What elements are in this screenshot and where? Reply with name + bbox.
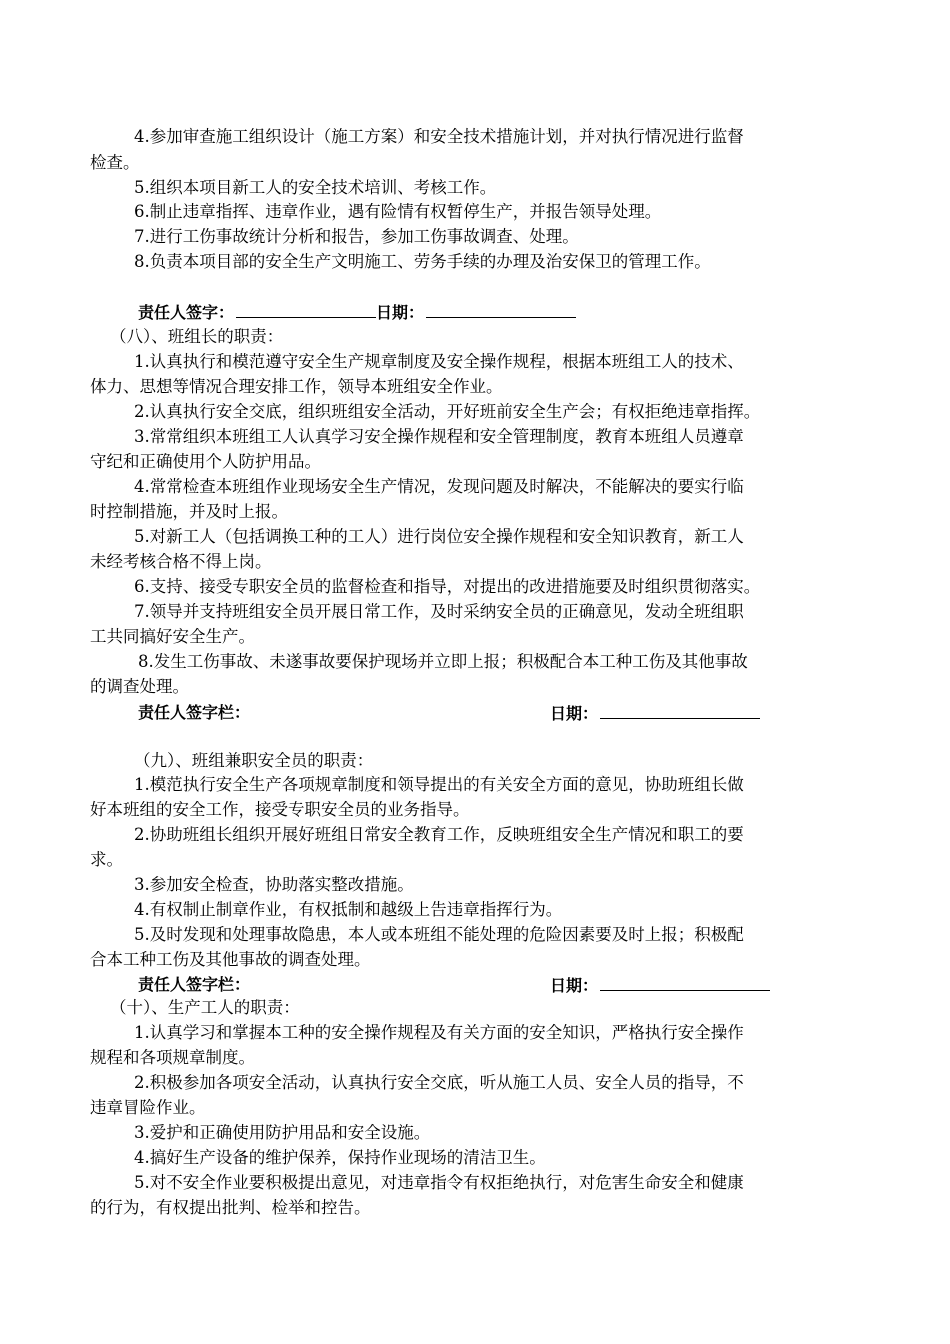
signature-row (138, 299, 576, 326)
paragraph-line: 3.常常组织本班组工人认真学习安全操作规程和安全管理制度，教育本班组人员遵章 (134, 427, 744, 446)
date-blank[interactable] (426, 299, 576, 318)
paragraph-line: 4.常常检查本班组作业现场安全生产情况，发现问题及时解决，不能解决的要实行临 (134, 477, 744, 496)
section-heading: （八）、班组长的职责： (110, 327, 284, 346)
paragraph-line: 1.模范执行安全生产各项规章制度和领导提出的有关安全方面的意见，协助班组长做 (134, 775, 744, 794)
date-blank[interactable] (600, 972, 770, 991)
date-blank[interactable] (600, 700, 760, 719)
paragraph-line: 体力、思想等情况合理安排工作，领导本班组安全作业。 (90, 377, 503, 396)
paragraph-line: 8.负责本项目部的安全生产文明施工、劳务手续的办理及治安保卫的管理工作。 (134, 252, 711, 271)
paragraph-line: 求。 (90, 850, 123, 869)
date-label: 日期： (550, 704, 599, 723)
paragraph-line: 时控制措施，并及时上报。 (90, 502, 288, 521)
paragraph-line: 的行为，有权提出批判、检举和控告。 (90, 1198, 371, 1217)
signature-label: 责任人签字栏： (138, 975, 251, 994)
paragraph-line: 守纪和正确使用个人防护用品。 (90, 452, 321, 471)
paragraph-line: 7.进行工伤事故统计分析和报告，参加工伤事故调查、处理。 (134, 227, 579, 246)
date-label: 日期： (550, 976, 599, 995)
paragraph-line: 合本工种工伤及其他事故的调查处理。 (90, 950, 371, 969)
date-label: 日期： (376, 303, 425, 322)
section-heading: （九）、班组兼职安全员的职责： (134, 751, 374, 770)
paragraph-line: 2.协助班组长组织开展好班组日常安全教育工作，反映班组安全生产情况和职工的要 (134, 825, 744, 844)
paragraph-line: 7.领导并支持班组安全员开展日常工作，及时采纳安全员的正确意见，发动全班组职 (134, 602, 744, 621)
paragraph-line: 的调查处理。 (90, 677, 189, 696)
paragraph-line: 6.制止违章指挥、违章作业，遇有险情有权暂停生产，并报告领导处理。 (134, 202, 662, 221)
paragraph-line: 6.支持、接受专职安全员的监督检查和指导，对提出的改进措施要及时组织贯彻落实。 (134, 577, 761, 596)
paragraph-line: 好本班组的安全工作，接受专职安全员的业务指导。 (90, 800, 470, 819)
paragraph-line: 工共同搞好安全生产。 (90, 627, 255, 646)
paragraph-line: 2.积极参加各项安全活动，认真执行安全交底，听从施工人员、安全人员的指导，不 (134, 1073, 744, 1092)
paragraph-line: 4.参加审查施工组织设计（施工方案）和安全技术措施计划，并对执行情况进行监督 (134, 127, 744, 146)
paragraph-line: 5.对不安全作业要积极提出意见，对违章指令有权拒绝执行，对危害生命安全和健康 (134, 1173, 744, 1192)
paragraph-line: 5.对新工人（包括调换工种的工人）进行岗位安全操作规程和安全知识教育，新工人 (134, 527, 744, 546)
paragraph-line: 5.及时发现和处理事故隐患，本人或本班组不能处理的危险因素要及时上报；积极配 (134, 925, 744, 944)
paragraph-line: 1.认真学习和掌握本工种的安全操作规程及有关方面的安全知识，严格执行安全操作 (134, 1023, 744, 1042)
section-heading: （十）、生产工人的职责： (110, 998, 300, 1017)
date-row (550, 700, 760, 727)
signature-label: 责任人签字： (138, 303, 235, 322)
date-row (550, 972, 770, 999)
paragraph-line: 2.认真执行安全交底，组织班组安全活动，开好班前安全生产会；有权拒绝违章指挥。 (134, 402, 761, 421)
signature-blank[interactable] (236, 299, 376, 318)
paragraph-line: 检查。 (90, 153, 140, 172)
signature-label: 责任人签字栏： (138, 703, 251, 722)
paragraph-line: 未经考核合格不得上岗。 (90, 552, 272, 571)
paragraph-line: 1.认真执行和模范遵守安全生产规章制度及安全操作规程，根据本班组工人的技术、 (134, 352, 744, 371)
paragraph-line: 8.发生工伤事故、未遂事故要保护现场并立即上报；积极配合本工种工伤及其他事故 (138, 652, 748, 671)
paragraph-line: 规程和各项规章制度。 (90, 1048, 255, 1067)
paragraph-line: 3.参加安全检查，协助落实整改措施。 (134, 875, 414, 894)
paragraph-line: 违章冒险作业。 (90, 1098, 206, 1117)
paragraph-line: 4.有权制止制章作业，有权抵制和越级上告违章指挥行为。 (134, 900, 563, 919)
paragraph-line: 4.搞好生产设备的维护保养，保持作业现场的清洁卫生。 (134, 1148, 546, 1167)
paragraph-line: 5.组织本项目新工人的安全技术培训、考核工作。 (134, 178, 497, 197)
paragraph-line: 3.爱护和正确使用防护用品和安全设施。 (134, 1123, 431, 1142)
